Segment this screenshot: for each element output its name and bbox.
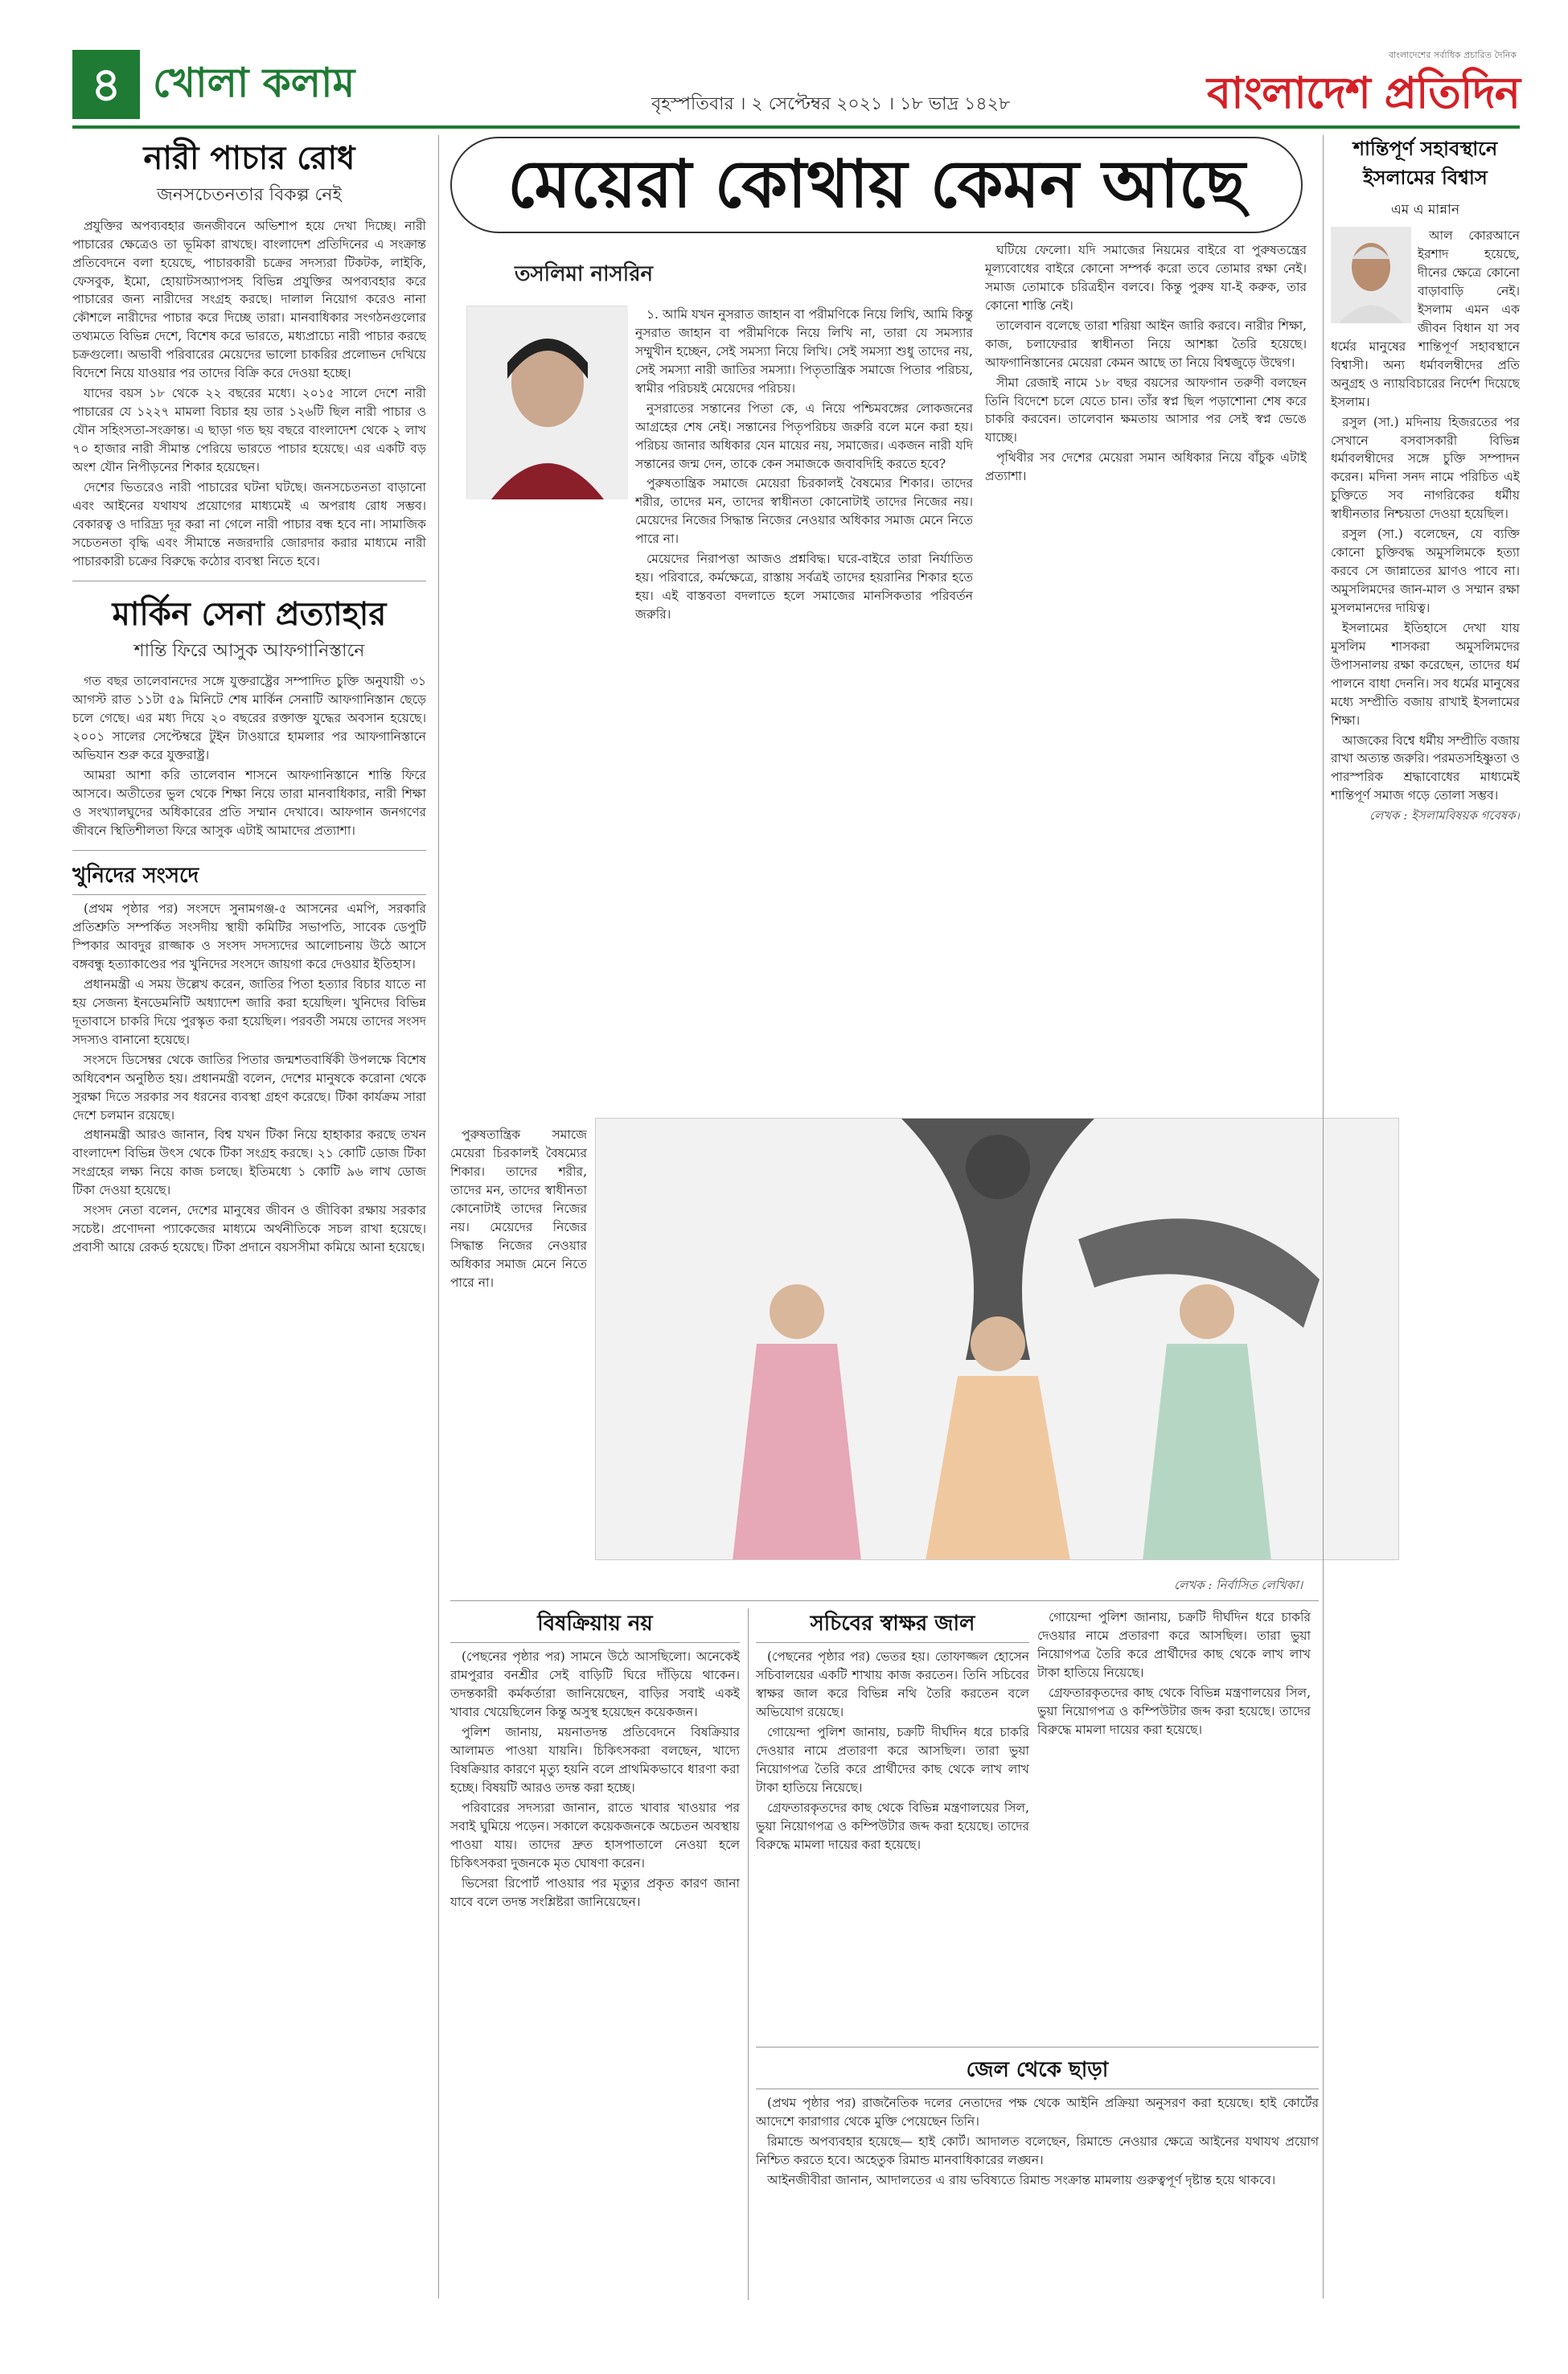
left-column <box>72 135 426 2298</box>
paragraph: সংসদে ডিসেম্বর থেকে জাতির পিতার জন্মশতবার্ষিকী উপলক্ষে বিশেষ অধিবেশন অনুষ্ঠিত হয়। প্রধানমন্ত্রী বলেন, দেশের মানুষকে করোনা থেকে সুরক্ষা দিতে সরকার সব ধরনের ব্যবস্থা গ্রহণ করেছে। টিকা কার্যক্রম সারা দেশে চলমান রয়েছে। <box>72 1052 426 1123</box>
paragraph: (পেছনের পৃষ্ঠার পর) সামনে উঠে আসছিলো। অনেকেই রামপুরার বনশ্রীর সেই বাড়িটি ঘিরে দাঁড়িয়ে থাকেন। তদন্তকারী কর্মকর্তারা জানিয়েছেন, বাড়ির সবাই একই খাবার খেয়েছিলেন কিন্তু অসুস্থ হয়েছেন কয়েকজন। <box>450 1649 740 1720</box>
paragraph: সংসদ নেতা বলেন, দেশের মানুষের জীবন ও জীবিকা রক্ষায় সরকার সচেষ্ট। প্রণোদনা প্যাকেজের মাধ্যমে অর্থনীতিকে সচল রাখা হয়েছে। প্রবাসী আয়ে রেকর্ড হয়েছে। টিকা প্রদানে বয়সসীমা কমিয়ে আনা হয়েছে। <box>72 1203 426 1255</box>
paragraph: পরিবারের সদস্যরা জানান, রাতে খাবার খাওয়ার পর সবাই ঘুমিয়ে পড়েন। সকালে কয়েকজনকে অচেতন অবস্থায় পাওয়া যায়। তাদের দ্রুত হাসপাতালে নেওয়া হলে চিকিৎসকরা দুজনকে মৃত ঘোষণা করেন। <box>450 1800 740 1871</box>
author-note: লেখক : নির্বাসিত লেখিকা। <box>1174 1578 1303 1592</box>
logo-tagline: বাংলাদেশের সর্বাধিক প্রচারিত দৈনিক <box>1388 50 1517 60</box>
paragraph: যাদের বয়স ১৮ থেকে ২২ বছরের মধ্যে। ২০১৫ সালে দেশে নারী পাচারের যে ১২২৭ মামলা বিচার হয় তার ১২৬টি ছিল নারী পাচার ও যৌন সহিংসতা-সংক্রান্ত। এ ছাড়া গত ছয় বছরে বাংলাদেশ থেকে ২ লাখ ৭০ হাজার নারী সীমান্ত পেরিয়ে ভারতে পাচার হয়েছে। এর একটি বড় অংশ যৌন নিপীড়নের শিকার হয়েছেন। <box>72 386 426 474</box>
author-portrait-icon <box>467 306 628 499</box>
paragraph: প্রযুক্তির অপব্যবহার জনজীবনে অভিশাপ হয়ে দেখা দিচ্ছে। নারী পাচারের ক্ষেত্রেও তা ভূমিকা রাখছে। বাংলাদেশ প্রতিদিনের এ সংক্রান্ত প্রতিবেদনে বলা হয়েছে, পাচারকারী চক্রের সদস্যরা টিকটক, লাইকি, ফেসবুক, ইমো, হোয়াটসঅ্যাপসহ বিভিন্ন প্রযুক্তির অপব্যবহার করে পাচারের জন্য নারীদের সংগ্রহ করছে। দালাল নিয়োগ করেও নানা কৌশলে নারীদের পাচার করে দিচ্ছে তারা। মানবাধিকার সংগঠনগুলোর তথ্যমতে বিভিন্ন দেশে, বিশেষ করে ভারতে, মধ্যপ্রাচ্যে নারী পাচার করছে চক্রগুলো। অভাবী পরিবারের মেয়েদের ভালো চাকরির প্রলোভন দেখিয়ে বিদেশে নিয়ে যাওয়ার পর তাদের বিক্রি করে দেওয়া হচ্ছে। <box>72 218 426 381</box>
paragraph: প্রধানমন্ত্রী এ সময় উল্লেখ করেন, জাতির পিতা হত্যার বিচার যাতে না হয় সেজন্য ইনডেমনিটি অধ্যাদেশ জারি করা হয়েছিল। খুনিদের বিভিন্ন দূতাবাসে চাকরি দিয়ে পুরস্কৃত করা হয়েছিল। পরবর্তী সময়ে তাদের সংসদ সদস্যও বানানো হয়েছে। <box>72 976 426 1047</box>
paragraph: ইসলামের ইতিহাসে দেখা যায় মুসলিম শাসকরা অমুসলিমদের উপাসনালয় রক্ষা করেছেন, তাদের ধর্ম পালনে বাধা দেননি। সব ধর্মের মানুষের মধ্যে সম্প্রীতি বজায় রাখাই ইসলামের শিক্ষা। <box>1331 620 1520 728</box>
paragraph: (পেছনের পৃষ্ঠার পর) ভেতর হয়। তোফাজ্জল হোসেন সচিবালয়ের একটি শাখায় কাজ করতেন। তিনি সচিবের স্বাক্ষর জাল করে বিভিন্ন নথি তৈরি করতেন বলে অভিযোগ রয়েছে। <box>756 1649 1029 1720</box>
main-column-2 <box>985 241 1307 1110</box>
editorial-marine-sena <box>72 591 426 840</box>
paragraph: (প্রথম পৃষ্ঠার পর) রাজনৈতিক দলের নেতাদের পক্ষ থেকে আইনি প্রক্রিয়া অনুসরণ করা হয়েছে। হাই কোর্টের আদেশে কারাগার থেকে মুক্তি পেয়েছেন তিনি। <box>756 2096 1319 2130</box>
article-title: জেল থেকে ছাড়া <box>756 2055 1319 2089</box>
paragraph: রিমান্ডে অপব্যবহার হয়েছে— হাই কোর্ট। আদালত বলেছেন, রিমান্ডে নেওয়ার ক্ষেত্রে আইনের যথাযথ প্রয়োগ নিশ্চিত করতে হবে। অহেতুক রিমান্ড মানবাধিকারের লঙ্ঘন। <box>756 2134 1319 2168</box>
paragraph: নুসরাতের সন্তানের পিতা কে, এ নিয়ে পশ্চিমবঙ্গের লোকজনের আগ্রহের শেষ নেই। সন্তানের পিতৃপরিচয় জরুরি বলে মনে করা হয়। পরিচয় জানার অধিকার যেন মায়ের নয়, সমাজের। একজন নারী যদি সন্তানের জন্ম দেন, তাকে কেন সমাজকে জবাবদিহি করতে হবে? <box>635 400 973 471</box>
page-number: ৪ <box>72 50 140 119</box>
paragraph: ভিসেরা রিপোর্ট পাওয়ার পর মৃত্যুর প্রকৃত কারণ জানা যাবে বলে তদন্ত সংশ্লিষ্টরা জানিয়েছেন। <box>450 1875 740 1909</box>
women-illustration-icon <box>596 1119 1399 1560</box>
header-rule <box>72 125 1520 129</box>
bottom-column-2 <box>756 1608 1029 2043</box>
article-title: শান্তিপূর্ণ সহাবস্থানে ইসলামের বিশ্বাস <box>1353 138 1498 189</box>
paragraph: ১. আমি যখন নুসরাত জাহান বা পরীমণিকে নিয়ে লিখি, আমি কিন্তু নুসরাত জাহান বা পরীমণিকে নিয়ে লিখি না, তারা যে সমস্যার সম্মুখীন হচ্ছেন, সেই সমস্যা নিয়ে লিখি। সেই সমস্যা শুধু তাদের নয়, সেই সমস্যা নারী জাতির সমস্যা। পিতৃতান্ত্রিক সমাজে পিতার পরিচয়, স্বামীর পরিচয়ই মেয়েদের পরিচয়। <box>635 307 973 396</box>
paragraph: ঘটিয়ে ফেলো। যদি সমাজের নিয়মের বাইরে বা পুরুষতন্ত্রের মূল্যবোধের বাইরে কোনো সম্পর্ক করো তবে তোমার রক্ষা নেই। সমাজ তোমাকে চরিত্রহীন বলবে। কিন্তু পুরুষ যা-ই করুক, তার কোনো শাস্তি নেই। <box>985 243 1307 313</box>
paragraph: সীমা রেজাই নামে ১৮ বছর বয়সের আফগান তরুণী বলছেন তিনি বিদেশে চলে যেতে চান। তাঁর স্বপ্ন ছিল পড়াশোনা শেষ করে চাকরি করবেন। তালেবান ক্ষমতায় আসার পর সেই স্বপ্ন ভেঙে যাচ্ছে। <box>985 375 1307 446</box>
paragraph: রসুল (সা.) মদিনায় হিজরতের পর সেখানে বসবাসকারী বিভিন্ন ধর্মাবলম্বীদের সঙ্গে চুক্তি সম্পাদন করেন। মদিনা সনদ নামে পরিচিত এই চুক্তিতে সব নাগরিকের ধর্মীয় স্বাধীনতার নিশ্চয়তা দেওয়া হয়েছিল। <box>1331 414 1520 522</box>
paragraph: গত বছর তালেবানদের সঙ্গে যুক্তরাষ্ট্রের সম্পাদিত চুক্তি অনুযায়ী ৩১ আগস্ট রাত ১১টা ৫৯ মিনিটে শেষ মার্কিন সেনাটি আফগানিস্তান ছেড়ে চলে গেছে। এর মধ্য দিয়ে ২০ বছরের রক্তাক্ত যুদ্ধের অবসান হয়েছে। ২০০১ সালের সেপ্টেম্বরে টুইন টাওয়ারে হামলার পর আফগানিস্তানে অভিযান শুরু করে যুক্তরাষ্ট্র। <box>72 674 426 763</box>
editorial-subtitle: শান্তি ফিরে আসুক আফগানিস্তানে <box>133 640 365 661</box>
paragraph: (প্রথম পৃষ্ঠার পর) সংসদে সুনামগঞ্জ-৫ আসনের এমপি, সরকারি প্রতিশ্রুতি সম্পর্কিত সংসদীয় স্থায়ী কমিটির সভাপতি, সাবেক ডেপুটি স্পিকার আবদুর রাজ্জাক ও সংসদ সদস্যদের আলোচনায় উঠে আসে বঙ্গবন্ধু হত্যাকাণ্ডের পর খুনিদের সংসদে জায়গা করে দেওয়ার ইতিহাস। <box>72 902 426 971</box>
main-column-3 <box>450 1126 587 1576</box>
main-byline: তসলিমা নাসরিন <box>515 262 654 286</box>
article-title: সচিবের স্বাক্ষর জাল <box>756 1608 1029 1643</box>
bottom-column-1 <box>450 1608 740 2300</box>
paragraph: আজকের বিশ্বে ধর্মীয় সম্প্রীতি বজায় রাখা অত্যন্ত জরুরি। পরমতসহিষ্ণুতা ও পারস্পরিক শ্রদ্ধাবোধের মাধ্যমেই শান্তিপূর্ণ সমাজ গড়ে তোলা সম্ভব। <box>1331 733 1520 803</box>
paragraph: গোয়েন্দা পুলিশ জানায়, চক্রটি দীর্ঘদিন ধরে চাকরি দেওয়ার নামে প্রতারণা করে আসছিল। তারা ভুয়া নিয়োগপত্র তৈরি করে প্রার্থীদের কাছ থেকে লাখ লাখ টাকা হাতিয়ে নিয়েছে। <box>756 1725 1029 1796</box>
paragraph: গোয়েন্দা পুলিশ জানায়, চক্রটি দীর্ঘদিন ধরে চাকরি দেওয়ার নামে প্রতারণা করে আসছিল। তারা ভুয়া নিয়োগপত্র তৈরি করে প্রার্থীদের কাছ থেকে লাখ লাখ টাকা হাতিয়ে নিয়েছে। <box>1037 1610 1311 1680</box>
author-photo <box>466 306 627 499</box>
paragraph: পৃথিবীর সব দেশের মেয়েরা সমান অধিকার নিয়ে বাঁচুক এটাই প্রত্যাশা। <box>985 450 1307 484</box>
newspaper-logo: বাংলাদেশ প্রতিদিন <box>1207 68 1520 118</box>
bottom-column-3 <box>1037 1608 1311 2043</box>
divider <box>72 850 426 851</box>
right-column <box>1331 135 1520 2298</box>
paragraph: গ্রেফতারকৃতদের কাছ থেকে বিভিন্ন মন্ত্রণালয়ের সিল, ভুয়া নিয়োগপত্র ও কম্পিউটার জব্দ করা হয়েছে। তাদের বিরুদ্ধে মামলা দায়ের করা হয়েছে। <box>1037 1685 1311 1737</box>
paragraph: পুলিশ জানায়, ময়নাতদন্ত প্রতিবেদনে বিষক্রিয়ার আলামত পাওয়া যায়নি। চিকিৎসকরা বলছেন, খাদ্যে বিষক্রিয়ার কারণে মৃত্যু হয়নি বলে প্রাথমিকভাবে ধারণা করা হচ্ছে। বিষয়টি আরও তদন্ত করা হচ্ছে। <box>450 1725 740 1796</box>
bottom-column-4 <box>756 2055 1319 2296</box>
paragraph: পুরুষতান্ত্রিক সমাজে মেয়েরা চিরকালই বৈষম্যের শিকার। তাদের শরীর, তাদের মন, তাদের স্বাধীনতা কোনোটাই তাদের নিজের নয়। মেয়েদের নিজের সিদ্ধান্ত নিজের নেওয়ার অধিকার সমাজ মেনে নিতে পারে না। <box>635 476 973 547</box>
editorial-subtitle: জনসচেতনতার বিকল্প নেই <box>157 185 342 206</box>
page-header <box>72 48 1520 125</box>
paragraph: পুরুষতান্ত্রিক সমাজে মেয়েরা চিরকালই বৈষম্যের শিকার। তাদের শরীর, তাদের মন, তাদের স্বাধীনতা কোনোটাই তাদের নিজের নয়। মেয়েদের নিজের সিদ্ধান্ত নিজের নেওয়ার অধিকার সমাজ মেনে নিতে পারে না। <box>450 1127 587 1290</box>
paragraph: দেশের ভিতরেও নারী পাচারের ঘটনা ঘটছে। জনসচেতনতা বাড়ানো এবং আইনের যথাযথ প্রয়োগের মাধ্যমেই এ অপরাধ রোধ সম্ভব। বেকারত্ব ও দারিদ্র্য দূর করা না গেলে নারী পাচার বন্ধ হবে না। সামাজিক সচেতনতা বৃদ্ধি এবং সীমান্তে নজরদারি জোরদার করার মাধ্যমে নারী পাচারকারী চক্রের বিরুদ্ধে কঠোর ব্যবস্থা নিতে হবে। <box>72 479 426 569</box>
author-portrait-icon <box>1331 227 1411 323</box>
main-column-1 <box>635 306 973 1110</box>
paragraph: আল কোরআনে ইরশাদ হয়েছে, দীনের ক্ষেত্রে কোনো বাড়াবাড়ি নেই। ইসলাম এমন এক জীবন বিধান যা সব ধর্মের মানুষের শান্তিপূর্ণ সহাবস্থানে বিশ্বাসী। অন্য ধর্মাবলম্বীদের প্রতি অনুগ্রহ ও ন্যায়বিচারের নির্দেশ দিয়েছে ইসলাম। <box>1331 228 1520 409</box>
editorial-title: মার্কিন সেনা প্রত্যাহার <box>112 595 387 633</box>
article-title: খুনিদের সংসদে <box>72 860 426 895</box>
paragraph: মেয়েদের নিরাপত্তা আজও প্রশ্নবিদ্ধ। ঘরে-বাইরে তারা নির্যাতিত হয়। পরিবারে, কর্মক্ষেত্রে, রাস্তায় সর্বত্রই তাদের হয়রানির শিকার হতে হয়। এই বাস্তবতা বদলাতে হলে সমাজের মানসিকতার পরিবর্তন জরুরি। <box>635 552 973 622</box>
author-note: লেখক : ইসলামবিষয়ক গবেষক। <box>1369 808 1520 824</box>
paragraph: তালেবান বলেছে তারা শরিয়া আইন জারি করবে। নারীর শিক্ষা, কাজ, চলাফেরার স্বাধীনতা নিয়ে আশঙ্কা তৈরি হয়েছে। আফগানিস্তানের মেয়েরা কেমন আছে তা নিয়ে বিশ্বজুড়ে উদ্বেগ। <box>985 318 1307 370</box>
editorial-nari-pachar <box>72 135 426 571</box>
paragraph: প্রধানমন্ত্রী আরও জানান, বিশ্ব যখন টিকা নিয়ে হাহাকার করছে তখন বাংলাদেশ বিভিন্ন উৎস থেকে টিকা সংগ্রহ করছে। ২১ কোটি ডোজ টিকা সংগ্রহের লক্ষ্য নিয়ে কাজ চলছে। ইতিমধ্যে ১ কোটি ৯৬ লাখ ডোজ টিকা দেওয়া হয়েছে। <box>72 1127 426 1198</box>
column-rule <box>748 1608 749 2300</box>
column-rule <box>1323 135 1324 2298</box>
section-name: খোলা কলাম <box>153 60 355 106</box>
paragraph: রসুল (সা.) বলেছেন, যে ব্যক্তি কোনো চুক্তিবদ্ধ অমুসলিমকে হত্যা করবে সে জান্নাতের ঘ্রাণও পাবে না। অমুসলিমদের জান-মাল ও সম্মান রক্ষা মুসলমানদের দায়িত্ব। <box>1331 527 1520 615</box>
illustration-women <box>595 1118 1399 1560</box>
section-rule <box>450 1600 1319 1601</box>
author-photo <box>1331 227 1411 323</box>
paragraph: আইনজীবীরা জানান, আদালতের এ রায় ভবিষ্যতে রিমান্ড সংক্রান্ত মামলায় গুরুত্বপূর্ণ দৃষ্টান্ত হয়ে থাকবে। <box>767 2173 1276 2188</box>
paragraph: আমরা আশা করি তালেবান শাসনে আফগানিস্তানে শান্তি ফিরে আসবে। অতীতের ভুল থেকে শিক্ষা নিয়ে তারা মানবাধিকার, নারী শিক্ষা ও সংখ্যালঘুদের অধিকারের প্রতি সম্মান দেখাবে। আফগান জনগণের জীবনে স্থিতিশীলতা ফিরে আসুক এটাই আমাদের প্রত্যাশা। <box>72 767 426 838</box>
editorial-title: নারী পাচার রোধ <box>143 140 355 177</box>
date-line: বৃহস্পতিবার । ২ সেপ্টেম্বর ২০২১ । ১৮ ভাদ্র ১৪২৮ <box>651 94 1011 114</box>
column-rule <box>438 135 439 2298</box>
article-title: বিষক্রিয়ায় নয় <box>450 1608 740 1643</box>
paragraph: গ্রেফতারকৃতদের কাছ থেকে বিভিন্ন মন্ত্রণালয়ের সিল, ভুয়া নিয়োগপত্র ও কম্পিউটার জব্দ করা হয়েছে। তাদের বিরুদ্ধে মামলা দায়ের করা হয়েছে। <box>756 1800 1029 1852</box>
article-khunider-songshode <box>72 860 426 1257</box>
main-headline: মেয়েরা কোথায় কেমন আছে <box>450 137 1303 233</box>
article-author: এম এ মান্নান <box>1390 202 1460 219</box>
